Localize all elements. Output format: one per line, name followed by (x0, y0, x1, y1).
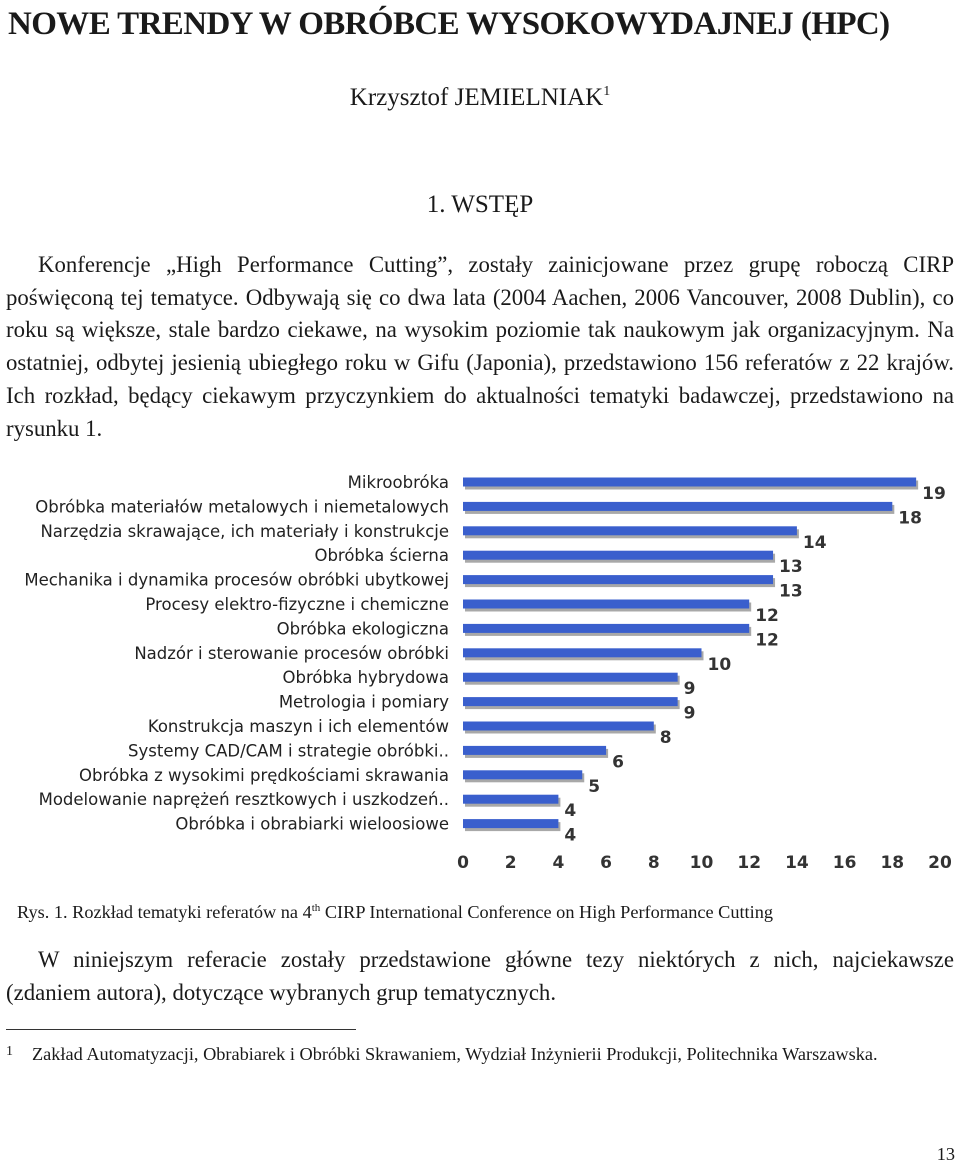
author-line (0, 84, 960, 112)
value-label: 10 (707, 654, 732, 675)
category-label: Obróbka ekologiczna (276, 619, 449, 639)
bar (463, 575, 773, 584)
caption-superscript: th (311, 902, 321, 914)
value-label: 18 (898, 508, 922, 529)
bar (463, 551, 773, 560)
closing-paragraph: W niniejszym referacie zostały przedstawione główne tezy niektórych z nich, najciekawsze (zdaniem autora), dotyczące wybranych grup tematycznych. (6, 947, 954, 1005)
x-tick-label: 6 (600, 853, 613, 873)
value-label: 6 (612, 752, 624, 773)
footnote (6, 1040, 956, 1068)
bar (463, 746, 606, 755)
author-name: Krzysztof JEMIELNIAK (349, 84, 604, 111)
value-label: 5 (588, 776, 601, 797)
category-label: Obróbka hybrydowa (282, 668, 449, 688)
category-label: Metrologia i pomiary (278, 692, 449, 712)
bar (463, 526, 797, 535)
category-label: Obróbka z wysokimi prędkościami skrawania (79, 765, 449, 785)
value-label: 13 (779, 557, 803, 578)
value-label: 9 (683, 703, 696, 724)
bar (463, 795, 558, 804)
value-label: 12 (755, 630, 779, 651)
category-label: Obróbka materiałów metalowych i niemetalowych (35, 497, 449, 517)
category-label: Narzędzia skrawające, ich materiały i konstrukcje (40, 521, 449, 541)
bar (463, 600, 749, 609)
bar (463, 502, 892, 511)
footnote-divider (6, 1029, 356, 1030)
x-tick-label: 14 (785, 853, 809, 873)
section-heading: 1. WSTĘP (426, 191, 534, 218)
bar (463, 819, 558, 828)
category-label: Mechanika i dynamika procesów obróbki ubytkowej (24, 570, 449, 590)
category-label: Obróbka i obrabiarki wieloosiowe (175, 814, 449, 834)
value-label: 13 (779, 581, 803, 602)
bar (463, 478, 916, 487)
x-tick-label: 2 (504, 853, 517, 873)
value-label: 14 (802, 532, 827, 553)
value-label: 12 (755, 606, 779, 626)
x-tick-label: 10 (689, 853, 714, 873)
value-label: 4 (564, 801, 577, 822)
category-label: Mikroobróka (347, 473, 449, 492)
bar (463, 624, 749, 633)
x-tick-label: 18 (880, 853, 905, 873)
category-label: Nadzór i sterowanie procesów obróbki (134, 643, 449, 663)
x-tick-label: 12 (737, 853, 762, 873)
value-label: 19 (922, 484, 946, 504)
value-label: 4 (564, 825, 577, 846)
x-tick-label: 0 (457, 853, 469, 873)
bar (463, 770, 582, 779)
author-footnote-marker: 1 (603, 84, 611, 99)
category-label: Procesy elektro-fizyczne i chemiczne (145, 595, 449, 614)
category-label: Systemy CAD/CAM i strategie obróbki.. (128, 741, 449, 761)
topic-distribution-chart (0, 462, 960, 882)
caption-text-end: CIRP International Conference on High Performance Cutting (320, 902, 773, 922)
figure-caption (17, 902, 957, 923)
bar (463, 648, 702, 657)
x-tick-label: 8 (647, 853, 660, 873)
category-label: Obróbka ścierna (314, 546, 449, 566)
page-number: 13 (936, 1144, 955, 1164)
intro-paragraph: Konferencje „High Performance Cutting”, zostały zainicjowane przez grupę roboczą CIRP poświęconą tej tematyce. Odbywają się co dwa lata (2004 Aachen, 2006 Vancouver, 2008 Dublin), co roku są większe, stale bardzo ciekawe, na wysokim poziomie tak naukowym jak organizacyjnym. Na ostatniej, odbytej jesienią ubiegłego roku w Gifu (Japonia), przedstawiono 156 referatów z 22 krajów. Ich rozkład, będący ciekawym przyczynkiem do aktualności tematyki badawczej, przedstawiono na rysunku 1. (6, 252, 954, 441)
category-label: Konstrukcja maszyn i ich elementów (147, 717, 449, 736)
value-label: 8 (659, 728, 672, 748)
paper-title: NOWE TRENDY W OBRÓBCE WYSOKOWYDAJNEJ (HPC) (8, 6, 890, 42)
x-tick-label: 4 (552, 853, 565, 873)
value-label: 9 (683, 679, 696, 700)
x-tick-label: 16 (832, 853, 857, 873)
caption-text: Rys. 1. Rozkład tematyki referatów na 4 (17, 902, 312, 922)
x-tick-label: 20 (928, 853, 952, 873)
bar (463, 673, 678, 682)
footnote-text: Zakład Automatyzacji, Obrabiarek i Obróbki Skrawaniem, Wydział Inżynierii Produkcji, Politechnika Warszawska. (32, 1044, 878, 1064)
footnote-marker: 1 (6, 1044, 13, 1059)
bar (463, 697, 678, 706)
bar (463, 722, 654, 731)
category-label: Modelowanie naprężeń resztkowych i uszkodzeń.. (38, 790, 449, 810)
